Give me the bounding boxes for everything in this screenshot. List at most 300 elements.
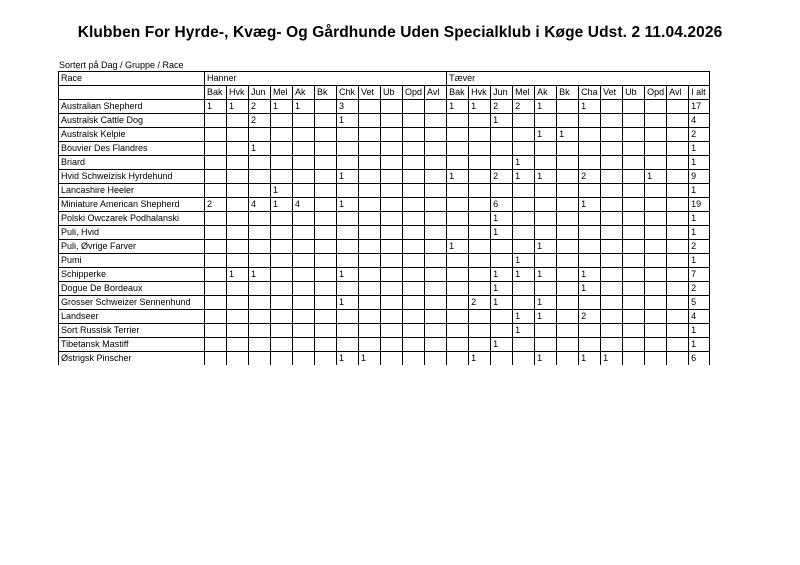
male-col-header-opd: Opd [403,86,425,100]
male-count-cell [403,240,425,254]
female-count-cell: 2 [491,100,513,114]
female-count-cell [557,198,579,212]
female-count-cell [645,114,667,128]
male-count-cell [205,114,227,128]
table-row [59,352,710,366]
male-count-cell: 1 [337,198,359,212]
male-count-cell [403,128,425,142]
male-count-cell: 1 [293,100,315,114]
female-count-cell [601,268,623,282]
table-row [59,128,710,142]
female-count-cell [645,198,667,212]
male-count-cell [227,254,249,268]
female-count-cell: 1 [645,170,667,184]
race-name: Puli, Hvid [59,226,205,240]
male-count-cell [425,268,447,282]
female-count-cell [557,184,579,198]
race-name: Dogue De Bordeaux [59,282,205,296]
male-count-cell: 1 [227,100,249,114]
female-count-cell [579,212,601,226]
male-count-cell [293,282,315,296]
female-count-cell [667,282,689,296]
male-count-cell [227,114,249,128]
females-group-header: Tæver [447,72,710,86]
female-count-cell [579,114,601,128]
male-count-cell [403,296,425,310]
male-count-cell [425,240,447,254]
female-count-cell [601,100,623,114]
female-count-cell: 1 [579,352,601,366]
male-count-cell [293,296,315,310]
male-count-cell [403,114,425,128]
male-count-cell [337,338,359,352]
male-count-cell [425,184,447,198]
male-count-cell [403,226,425,240]
female-count-cell [579,338,601,352]
female-count-cell: 2 [513,100,535,114]
male-count-cell [337,240,359,254]
male-count-cell [205,128,227,142]
female-count-cell: 1 [491,296,513,310]
male-count-cell [249,310,271,324]
female-count-cell [667,128,689,142]
male-count-cell [425,254,447,268]
table-row [59,240,710,254]
female-count-cell: 1 [535,296,557,310]
female-count-cell [623,128,645,142]
female-count-cell [469,310,491,324]
female-count-cell [667,142,689,156]
male-count-cell [359,114,381,128]
female-count-cell: 1 [491,114,513,128]
male-count-cell [337,212,359,226]
female-count-cell [535,156,557,170]
male-count-cell [205,268,227,282]
page-title: Klubben For Hyrde-, Kvæg- Og Gårdhunde Uden Specialklub i Køge Udst. 2 11.04.2026 [77,24,723,41]
male-col-header-hvk: Hvk [227,86,249,100]
female-count-cell [491,254,513,268]
male-count-cell [403,170,425,184]
total-count-cell: 1 [689,156,710,170]
race-name: Australsk Cattle Dog [59,114,205,128]
female-count-cell [623,282,645,296]
male-count-cell [381,338,403,352]
male-count-cell [337,254,359,268]
male-count-cell [227,296,249,310]
male-count-cell [337,128,359,142]
male-count-cell [315,324,337,338]
male-count-cell [227,338,249,352]
female-count-cell [667,338,689,352]
female-count-cell: 2 [491,170,513,184]
female-count-cell: 1 [513,254,535,268]
female-col-header-mel: Mel [513,86,535,100]
male-count-cell [249,282,271,296]
female-col-header-opd: Opd [645,86,667,100]
male-count-cell [271,170,293,184]
male-count-cell [337,184,359,198]
male-col-header-avl: Avl [425,86,447,100]
female-count-cell: 2 [579,170,601,184]
race-name: Australsk Kelpie [59,128,205,142]
total-count-cell: 2 [689,282,710,296]
male-count-cell [249,212,271,226]
male-count-cell [425,352,447,366]
male-count-cell: 1 [337,296,359,310]
male-count-cell [315,268,337,282]
female-count-cell [623,240,645,254]
male-col-header-ub: Ub [381,86,403,100]
male-count-cell [337,310,359,324]
female-count-cell [447,268,469,282]
male-count-cell: 2 [249,114,271,128]
race-name: Lancashire Heeler [59,184,205,198]
total-count-cell: 1 [689,324,710,338]
male-count-cell [227,324,249,338]
male-col-header-jun: Jun [249,86,271,100]
female-count-cell [557,212,579,226]
male-count-cell [315,114,337,128]
female-count-cell [667,296,689,310]
race-name: Tibetansk Mastiff [59,338,205,352]
female-count-cell [645,240,667,254]
male-count-cell [249,226,271,240]
female-count-cell [469,114,491,128]
female-count-cell [667,310,689,324]
male-count-cell [315,198,337,212]
female-count-cell [557,282,579,296]
female-count-cell [513,142,535,156]
male-count-cell [271,324,293,338]
table-row [59,114,710,128]
male-count-cell [359,296,381,310]
female-count-cell [447,296,469,310]
female-count-cell [623,324,645,338]
male-count-cell [403,338,425,352]
female-count-cell [579,156,601,170]
male-count-cell [271,268,293,282]
female-count-cell [513,198,535,212]
race-name: Australian Shepherd [59,100,205,114]
female-count-cell: 1 [557,128,579,142]
male-count-cell [337,282,359,296]
male-count-cell [271,142,293,156]
female-count-cell [469,282,491,296]
female-count-cell [601,254,623,268]
class-header-row [59,86,710,100]
female-col-header-jun: Jun [491,86,513,100]
female-count-cell [557,310,579,324]
male-count-cell [205,254,227,268]
female-count-cell [469,324,491,338]
female-count-cell [535,198,557,212]
female-count-cell [491,156,513,170]
female-count-cell [513,128,535,142]
male-count-cell [359,198,381,212]
race-name: Polski Owczarek Podhalanski [59,212,205,226]
female-count-cell [535,282,557,296]
race-name: Miniature American Shepherd [59,198,205,212]
male-count-cell [381,254,403,268]
female-count-cell [645,296,667,310]
male-count-cell [249,156,271,170]
male-count-cell [403,324,425,338]
total-col-header: I alt [689,86,710,100]
male-count-cell [205,352,227,366]
female-count-cell [623,352,645,366]
male-count-cell: 1 [205,100,227,114]
table-row [59,310,710,324]
table-row [59,170,710,184]
female-count-cell [557,240,579,254]
male-count-cell [381,100,403,114]
male-count-cell: 4 [249,198,271,212]
male-count-cell [205,240,227,254]
male-count-cell [249,184,271,198]
male-count-cell [227,310,249,324]
male-count-cell [271,296,293,310]
female-count-cell [447,324,469,338]
female-count-cell [601,170,623,184]
male-count-cell [381,268,403,282]
race-name: Hvid Schweizisk Hyrdehund [59,170,205,184]
female-count-cell: 1 [535,170,557,184]
female-count-cell [513,352,535,366]
female-count-cell: 1 [601,352,623,366]
female-count-cell: 1 [535,352,557,366]
female-count-cell: 1 [491,226,513,240]
female-count-cell: 1 [579,282,601,296]
male-count-cell [315,338,337,352]
female-count-cell [557,114,579,128]
male-count-cell [359,226,381,240]
female-count-cell [645,100,667,114]
race-name: Puli, Øvrige Farver [59,240,205,254]
female-count-cell [447,226,469,240]
male-count-cell [403,198,425,212]
male-count-cell [205,212,227,226]
male-count-cell [425,198,447,212]
female-count-cell [447,156,469,170]
male-count-cell [315,142,337,156]
male-count-cell: 1 [337,170,359,184]
female-count-cell [623,198,645,212]
female-count-cell: 1 [469,352,491,366]
male-count-cell [227,184,249,198]
race-subheader-blank [59,86,205,100]
male-count-cell [205,226,227,240]
male-count-cell [337,142,359,156]
male-count-cell [381,184,403,198]
female-count-cell [601,240,623,254]
male-count-cell [293,338,315,352]
total-count-cell: 1 [689,254,710,268]
male-count-cell [359,184,381,198]
male-count-cell [205,156,227,170]
female-count-cell [513,240,535,254]
male-count-cell [315,296,337,310]
male-count-cell [425,324,447,338]
female-count-cell: 1 [535,310,557,324]
female-col-header-bak: Bak [447,86,469,100]
female-count-cell [491,352,513,366]
table-row [59,212,710,226]
female-count-cell [645,142,667,156]
female-count-cell: 1 [513,156,535,170]
female-count-cell [469,198,491,212]
male-count-cell [359,156,381,170]
male-count-cell [205,324,227,338]
table-row [59,254,710,268]
male-count-cell [293,324,315,338]
male-count-cell [293,156,315,170]
male-count-cell [227,240,249,254]
male-count-cell [227,282,249,296]
male-count-cell [403,142,425,156]
table-row [59,324,710,338]
total-count-cell: 9 [689,170,710,184]
female-count-cell [645,184,667,198]
total-count-cell: 2 [689,240,710,254]
female-count-cell: 1 [447,240,469,254]
male-count-cell [205,142,227,156]
male-count-cell [381,212,403,226]
female-col-header-vet: Vet [601,86,623,100]
female-count-cell [601,296,623,310]
female-count-cell [535,338,557,352]
female-count-cell [623,254,645,268]
male-count-cell [249,352,271,366]
female-count-cell [557,324,579,338]
male-count-cell [425,100,447,114]
female-count-cell [645,324,667,338]
female-count-cell [535,114,557,128]
male-count-cell [381,310,403,324]
male-count-cell [271,338,293,352]
male-count-cell [381,240,403,254]
female-count-cell: 1 [469,100,491,114]
male-count-cell [315,156,337,170]
male-count-cell [359,254,381,268]
race-column-header: Race [59,72,205,86]
male-col-header-bk: Bk [315,86,337,100]
table-row [59,226,710,240]
male-count-cell [249,254,271,268]
female-count-cell [579,240,601,254]
female-col-header-cha: Cha [579,86,601,100]
female-count-cell [491,310,513,324]
female-count-cell: 1 [579,198,601,212]
female-count-cell [601,184,623,198]
male-count-cell [315,240,337,254]
male-col-header-ak: Ak [293,86,315,100]
female-count-cell: 1 [535,128,557,142]
female-count-cell [469,212,491,226]
female-col-header-ub: Ub [623,86,645,100]
female-count-cell [447,142,469,156]
female-count-cell [601,324,623,338]
female-count-cell [557,100,579,114]
male-count-cell [227,156,249,170]
male-count-cell [227,142,249,156]
male-count-cell [271,114,293,128]
total-count-cell: 19 [689,198,710,212]
male-count-cell [403,282,425,296]
female-count-cell [579,226,601,240]
male-count-cell [403,254,425,268]
male-count-cell [227,198,249,212]
female-count-cell [491,184,513,198]
female-count-cell [645,338,667,352]
female-count-cell [513,282,535,296]
female-count-cell [667,114,689,128]
male-count-cell [425,128,447,142]
female-count-cell [579,296,601,310]
total-count-cell: 1 [689,142,710,156]
total-count-cell: 1 [689,184,710,198]
female-count-cell [579,142,601,156]
female-col-header-ak: Ak [535,86,557,100]
male-count-cell [381,282,403,296]
female-count-cell [447,114,469,128]
males-group-header: Hanner [205,72,447,86]
table-row [59,338,710,352]
male-count-cell: 1 [359,352,381,366]
female-count-cell [557,352,579,366]
female-count-cell [601,156,623,170]
table-row [59,282,710,296]
female-count-cell [557,338,579,352]
male-count-cell [293,128,315,142]
male-count-cell [403,100,425,114]
female-count-cell [579,254,601,268]
female-count-cell [491,240,513,254]
male-count-cell [403,156,425,170]
male-count-cell: 4 [293,198,315,212]
female-count-cell [535,226,557,240]
male-count-cell [315,170,337,184]
female-count-cell [491,324,513,338]
male-count-cell [293,254,315,268]
female-count-cell [469,254,491,268]
female-count-cell: 1 [513,310,535,324]
male-count-cell [381,352,403,366]
female-count-cell [667,352,689,366]
male-count-cell [315,310,337,324]
male-count-cell [227,212,249,226]
table-row [59,268,710,282]
male-count-cell [249,338,271,352]
female-count-cell [667,240,689,254]
female-count-cell: 1 [579,100,601,114]
female-count-cell [447,254,469,268]
male-count-cell [359,142,381,156]
female-count-cell [447,128,469,142]
male-count-cell [381,296,403,310]
female-count-cell [667,170,689,184]
female-count-cell [667,198,689,212]
female-count-cell [447,282,469,296]
male-count-cell [425,142,447,156]
female-count-cell [447,310,469,324]
male-count-cell [381,128,403,142]
female-count-cell [667,268,689,282]
race-name: Pumi [59,254,205,268]
female-count-cell: 1 [491,268,513,282]
female-count-cell [623,212,645,226]
female-count-cell [645,156,667,170]
female-count-cell: 1 [491,338,513,352]
